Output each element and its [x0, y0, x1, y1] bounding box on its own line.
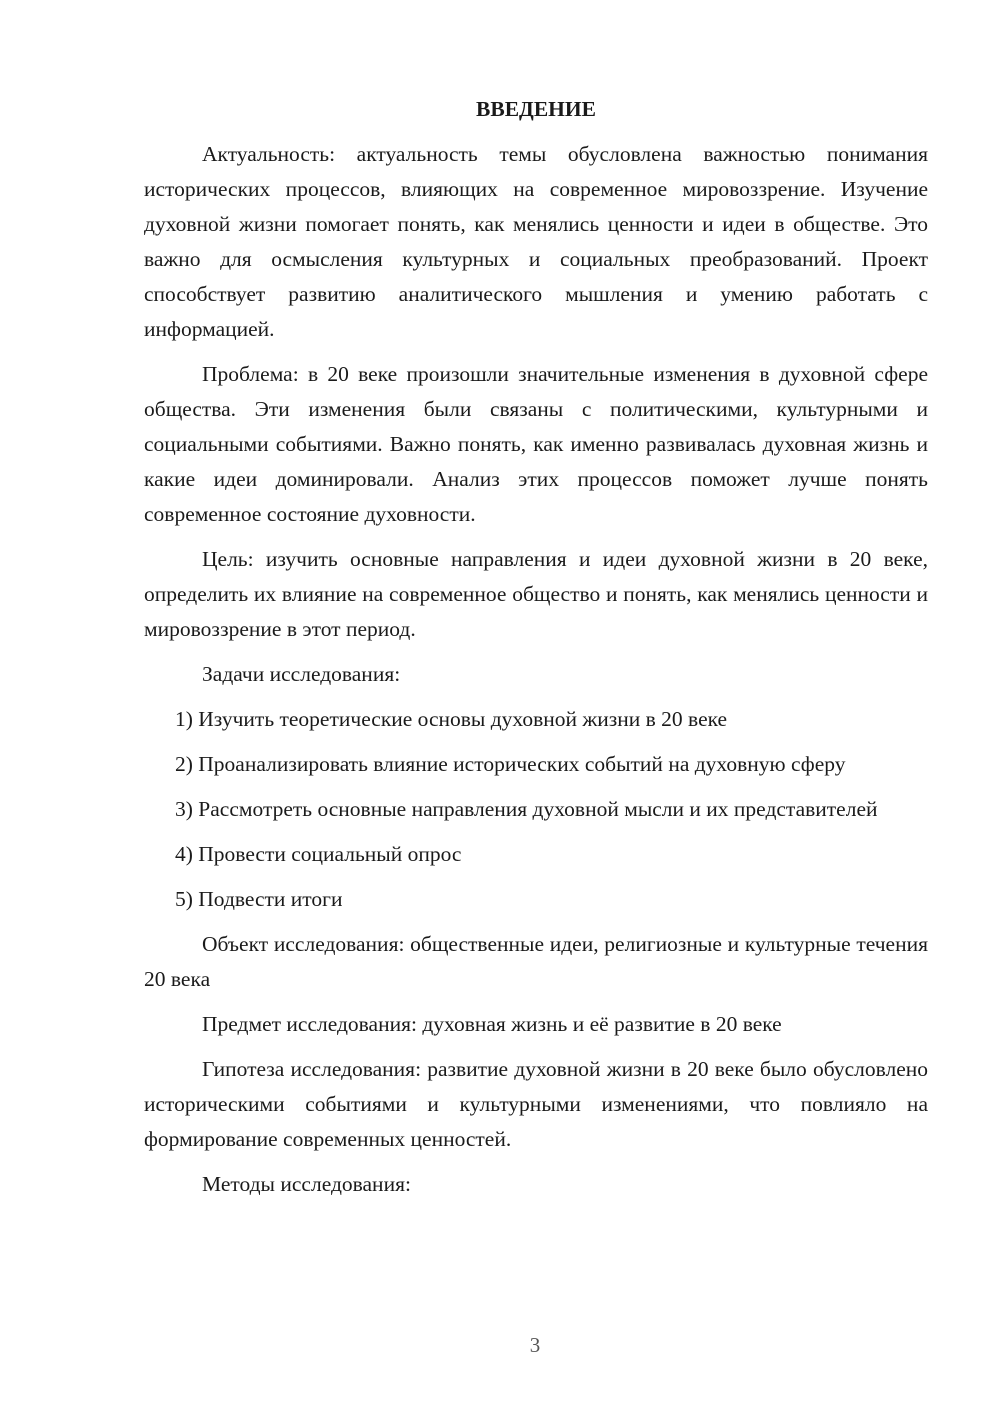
task-item-2: 2) Проанализировать влияние исторических событий на духовную сферу [175, 752, 846, 776]
methods-heading: Методы исследования: [202, 1172, 411, 1196]
task-item-3: 3) Рассмотреть основные направления духовной мысли и их представителей [175, 797, 878, 821]
problem-paragraph: Проблема: в 20 веке произошли значительные изменения в духовной сфере общества. Эти изменения были связаны с политическими, культурными и социальными событиями. Важно понять, как именно развивалась духовная жизнь и какие идеи доминировали. Анализ этих процессов поможет лучше понять современное состояние духовности. [144, 362, 928, 526]
relevance-paragraph: Актуальность: актуальность темы обусловлена важностью понимания исторических процессов, влияющих на современное мировоззрение. Изучение духовной жизни помогает понять, как менялись ценности и идеи в обществе. Это важно для осмысления культурных и социальных преобразований. Проект способствует развитию аналитического мышления и умению работать с информацией. [144, 142, 928, 341]
hypothesis-paragraph: Гипотеза исследования: развитие духовной жизни в 20 веке было обусловлено историческими событиями и культурными изменениями, что повлияло на формирование современных ценностей. [144, 1057, 928, 1151]
subject-paragraph: Предмет исследования: духовная жизнь и её развитие в 20 веке [202, 1012, 782, 1036]
goal-paragraph: Цель: изучить основные направления и идеи духовной жизни в 20 веке, определить их влияние на современное общество и понять, как менялись ценности и мировоззрение в этот период. [144, 547, 928, 641]
document-page [144, 92, 928, 1212]
task-item-1: 1) Изучить теоретические основы духовной жизни в 20 веке [175, 707, 728, 731]
task-item-5: 5) Подвести итоги [175, 887, 343, 911]
tasks-heading: Задачи исследования: [202, 662, 401, 686]
page-title: ВВЕДЕНИЕ [476, 97, 596, 121]
task-item-4: 4) Провести социальный опрос [175, 842, 462, 866]
page-number: 3 [529, 1333, 541, 1357]
object-paragraph: Объект исследования: общественные идеи, религиозные и культурные течения 20 века [144, 932, 928, 991]
